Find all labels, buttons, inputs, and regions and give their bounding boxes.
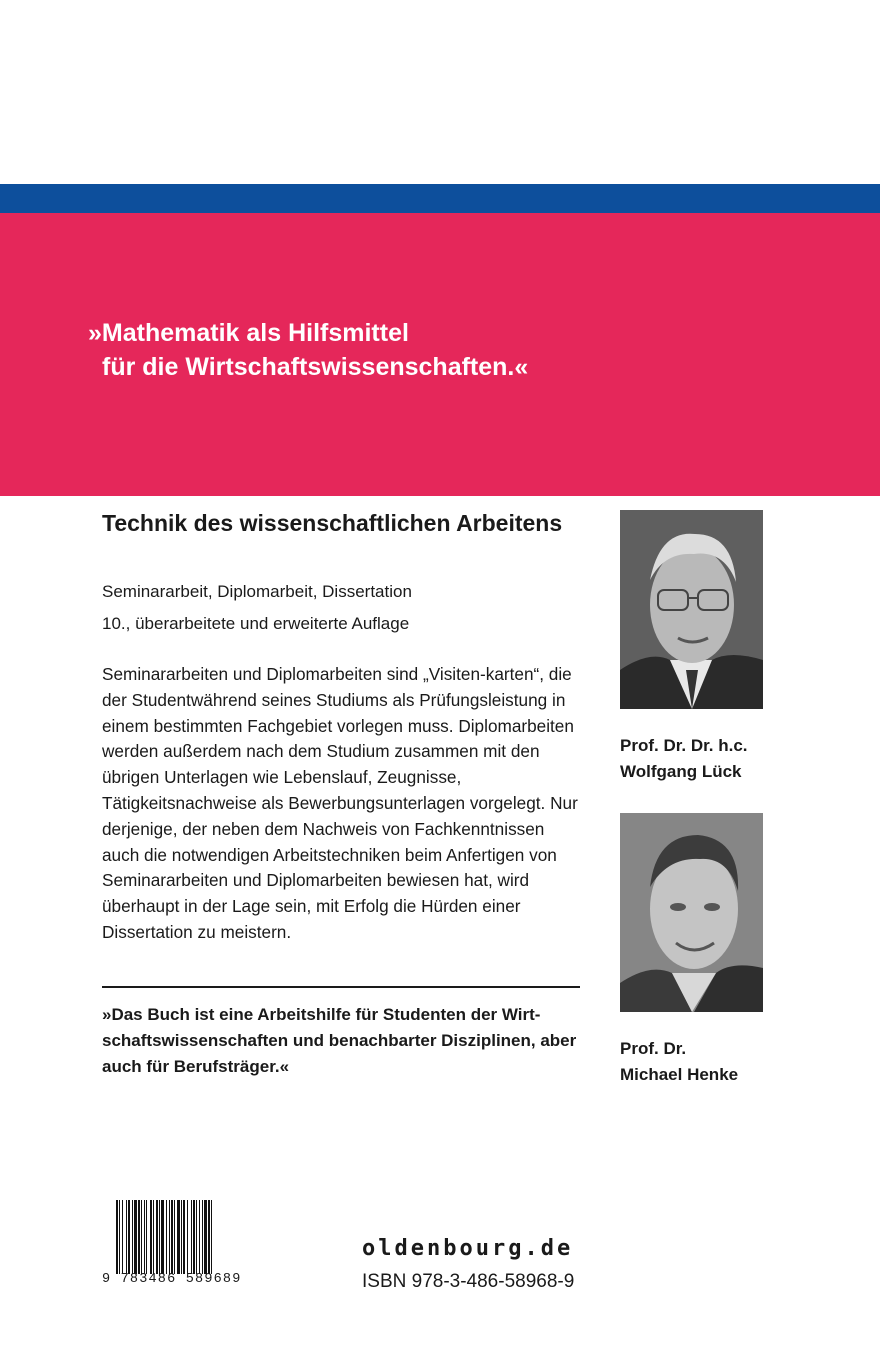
book-subtitle: Seminararbeit, Diplomarbeit, Dissertation xyxy=(102,582,412,601)
author-photo-henke xyxy=(620,813,763,1012)
barcode-bar xyxy=(116,1200,118,1274)
barcode-bar xyxy=(141,1200,142,1274)
barcode-bar xyxy=(169,1200,170,1274)
barcode-bar xyxy=(132,1200,133,1274)
book-edition: 10., überarbeitete und erweiterte Auflage xyxy=(102,614,410,633)
barcode-bar xyxy=(211,1200,212,1274)
barcode-bar xyxy=(177,1200,180,1274)
barcode-bar xyxy=(191,1200,192,1274)
blurb-text: Seminararbeiten und Diplomarbeiten sind „Visiten-karten“, die der Studentwährend seines Studiums als Prüfungsleistung in einem bestimmten Fachgebiet vorlegen muss. Diplomarbeiten werden außerdem nach dem Studium zusammen mit den übrigen Unterlagen wie Lebenslauf, Zeugnisse, Tätigkeitsnachweise als Bewerbungsunterlagen vorgelegt. Nur derjenige, der neben dem Nachweis von Fachkenntnissen auch die notwendigen Arbeitstechniken beim Anfertigen von Seminararbeiten und Diplomarbeiten bewiesen hat, wird überhaupt in der Lage sein, mit Erfolg die Hürden einer Dissertation zu meistern. xyxy=(102,664,578,942)
author-portrait-icon xyxy=(620,510,763,709)
barcode-bar xyxy=(174,1200,175,1274)
divider xyxy=(102,986,580,988)
author-name-henke xyxy=(620,1036,820,1088)
top-quote xyxy=(88,316,788,384)
barcode-bar xyxy=(208,1200,210,1274)
top-quote-line-1: »Mathematik als Hilfsmittel xyxy=(88,319,409,347)
barcode-bar xyxy=(138,1200,140,1274)
author-name-lueck xyxy=(620,733,820,785)
barcode-bar xyxy=(181,1200,182,1274)
blue-band xyxy=(0,184,880,213)
barcode-bar xyxy=(119,1200,120,1274)
barcode-bar xyxy=(161,1200,164,1274)
barcode-bar xyxy=(150,1200,152,1274)
barcode-digits: 9 783486 589689 xyxy=(102,1272,242,1287)
barcode-bar xyxy=(122,1200,123,1274)
author-title: Prof. Dr. xyxy=(620,1039,687,1058)
author-portrait-icon xyxy=(620,813,763,1012)
bottom-quote: »Das Buch ist eine Arbeitshilfe für Studenten der Wirt-schaftswissenschaften und benachbarter Disziplinen, aber auch für Berufsträger.« xyxy=(102,1005,577,1076)
barcode-bar xyxy=(193,1200,195,1274)
author-title: Prof. Dr. Dr. h.c. xyxy=(620,736,748,755)
barcode-bar xyxy=(134,1200,137,1274)
barcode-bar xyxy=(204,1200,207,1274)
author-name: Wolfgang Lück xyxy=(620,761,742,781)
barcode xyxy=(102,1198,258,1294)
barcode-bar xyxy=(153,1200,154,1274)
barcode-bar xyxy=(146,1200,147,1274)
barcode-bar xyxy=(159,1200,160,1274)
barcode-bar xyxy=(126,1200,127,1274)
book-title: Technik des wissenschaftlichen Arbeitens xyxy=(102,510,563,536)
barcode-bar xyxy=(196,1200,197,1274)
barcode-bar xyxy=(202,1200,203,1274)
barcode-bar xyxy=(128,1200,130,1274)
barcode-bar xyxy=(183,1200,185,1274)
barcode-bar xyxy=(171,1200,173,1274)
barcode-bar xyxy=(199,1200,200,1274)
author-photo-lueck xyxy=(620,510,763,709)
publisher-url[interactable]: oldenbourg.de xyxy=(362,1236,574,1261)
barcode-bars xyxy=(116,1200,256,1274)
barcode-bar xyxy=(187,1200,188,1274)
top-quote-line-2: für die Wirtschaftswissenschaften.« xyxy=(102,353,529,381)
barcode-bar xyxy=(166,1200,167,1274)
isbn: ISBN 978-3-486-58968-9 xyxy=(362,1271,575,1292)
barcode-bar xyxy=(156,1200,158,1274)
author-name: Michael Henke xyxy=(620,1064,739,1084)
barcode-bar xyxy=(144,1200,145,1274)
